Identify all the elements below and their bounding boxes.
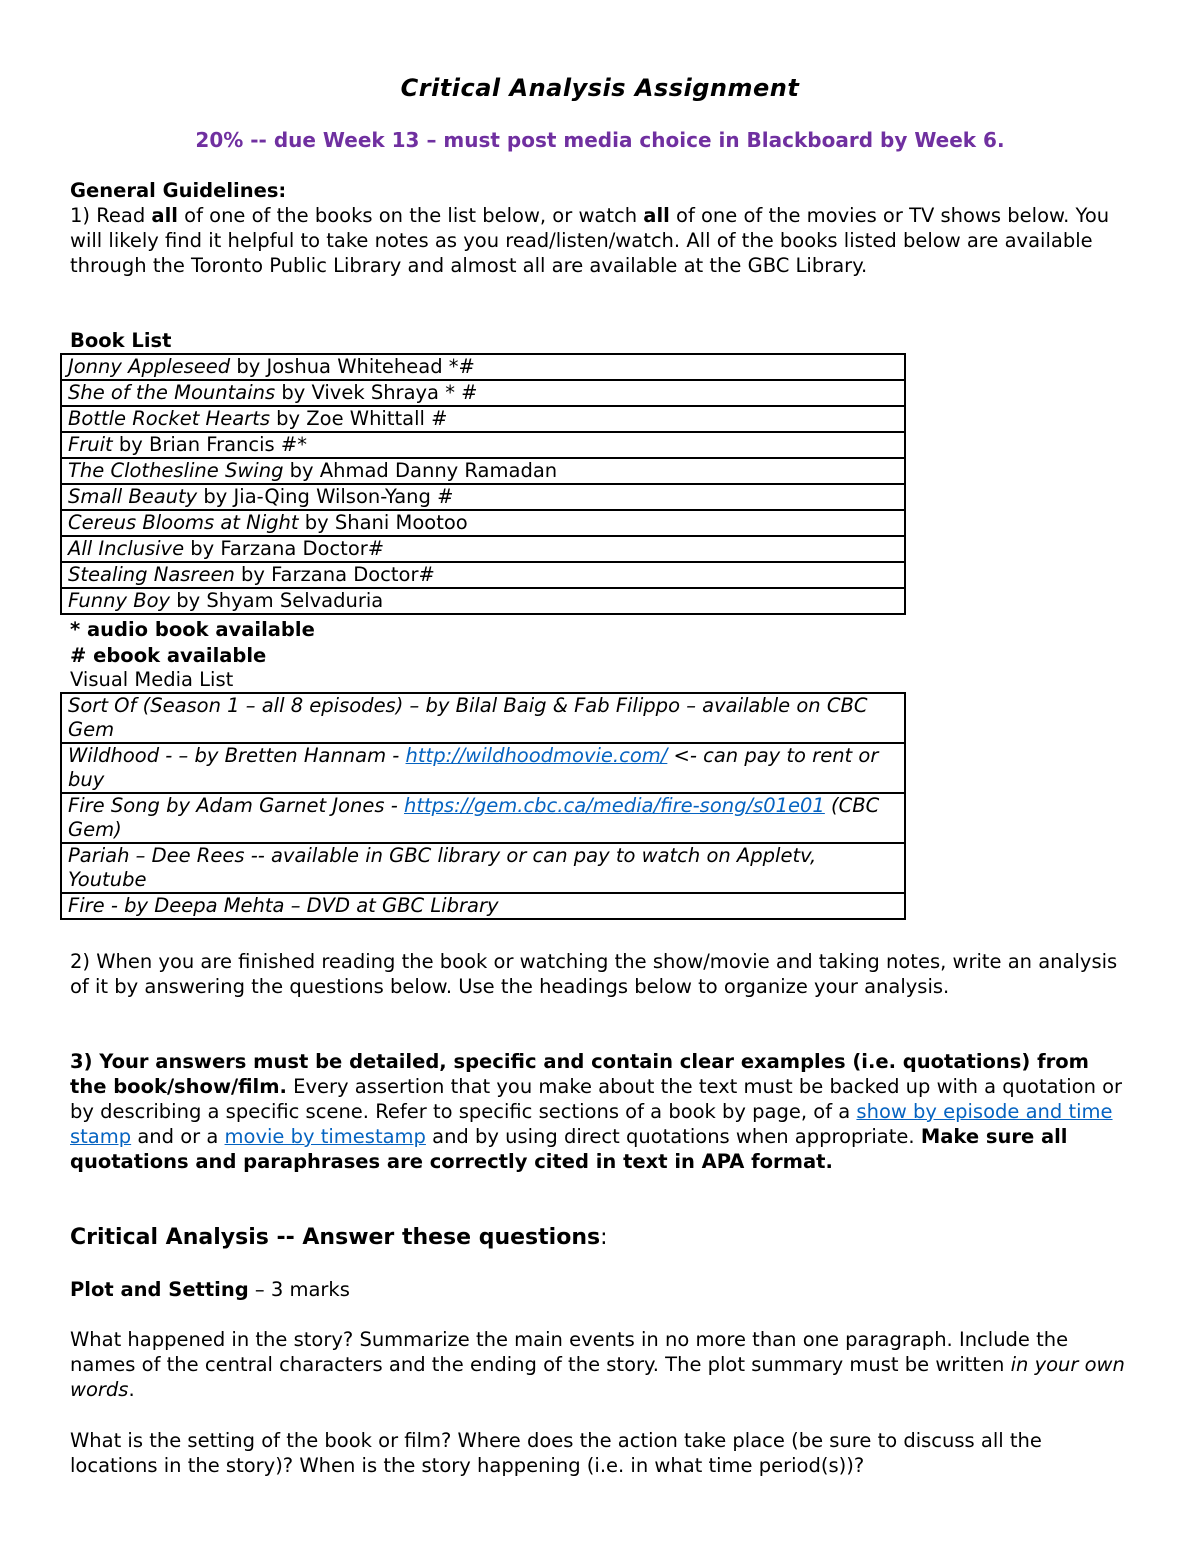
book-cell bbox=[61, 354, 905, 380]
book-author: by Zoe Whittall # bbox=[269, 407, 448, 430]
apa-requirement: Make sure all quotations and paraphrases are correctly cited in text in APA format. bbox=[70, 1125, 1068, 1173]
book-title: Small Beauty bbox=[68, 485, 198, 508]
book-author: by Shani Mootoo bbox=[298, 511, 468, 534]
plot-question-1 bbox=[70, 1327, 1130, 1402]
plot-question-2: What is the setting of the book or film? Where does the action take place (be sure to discuss all the locations in the story)? When is the story happening (i.e. in what time period(s))? bbox=[70, 1429, 1042, 1477]
guidelines-paragraph bbox=[70, 203, 1130, 278]
table-row bbox=[61, 484, 905, 510]
book-title: Stealing Nasreen bbox=[68, 563, 235, 586]
book-title: Funny Boy bbox=[68, 589, 171, 612]
plot-question-text: . bbox=[128, 1378, 135, 1401]
media-cell bbox=[61, 743, 905, 793]
table-row bbox=[61, 380, 905, 406]
book-author: by Brian Francis #* bbox=[112, 433, 307, 456]
book-author: by Joshua Whitehead *# bbox=[230, 355, 475, 378]
visual-media-heading: Visual Media List bbox=[70, 668, 234, 691]
book-cell bbox=[61, 484, 905, 510]
media-note: (CBC Gem) bbox=[68, 794, 880, 841]
guidelines-text: of one of the books on the list below, or watch bbox=[177, 204, 644, 227]
step-2-paragraph: 2) When you are finished reading the book or watching the show/movie and taking notes, write an analysis of it by answering the questions below. Use the headings below to organize your analysis. bbox=[70, 950, 1118, 998]
episode-timestamp-link[interactable]: show by episode and time stamp bbox=[70, 1100, 1113, 1148]
guidelines-text: of one of the movies or TV shows below. You will likely find it helpful to take notes as you read/listen/watch. All of the books listed below are available through the Toronto Public Library and almost all are available at the GBC Library. bbox=[70, 204, 1110, 277]
legend-ebook: # ebook available bbox=[70, 644, 267, 667]
table-row bbox=[61, 793, 905, 843]
step-3-text: and by using direct quotations when appropriate. bbox=[425, 1125, 921, 1148]
general-guidelines bbox=[70, 178, 1130, 278]
book-cell bbox=[61, 536, 905, 562]
media-description: Fire Song by Adam Garnet Jones - bbox=[68, 794, 404, 817]
book-author: by Vivek Shraya * # bbox=[275, 381, 478, 404]
book-author: by Farzana Doctor# bbox=[234, 563, 435, 586]
step-3-text: and or a bbox=[131, 1125, 225, 1148]
book-cell bbox=[61, 458, 905, 484]
table-row bbox=[61, 432, 905, 458]
media-cell bbox=[61, 843, 905, 893]
media-description: Pariah – Dee Rees -- available in GBC library or can pay to watch on Appletv, Youtube bbox=[68, 844, 817, 891]
plot-marks: – 3 marks bbox=[248, 1278, 350, 1301]
emphasis-all: all bbox=[151, 204, 178, 227]
step-3-text: Every assertion that you make about the text must be backed up with a quotation or by describing a specific scene. Refer to specific sections of a book by page, of a bbox=[70, 1075, 1123, 1123]
book-cell bbox=[61, 588, 905, 614]
table-row bbox=[61, 536, 905, 562]
table-row bbox=[61, 562, 905, 588]
fire-song-link[interactable]: https://gem.cbc.ca/media/fire-song/s01e01 bbox=[403, 794, 825, 817]
step-3-paragraph bbox=[70, 1049, 1130, 1174]
book-title: Cereus Blooms at Night bbox=[68, 511, 299, 534]
plot-question-text: What happened in the story? Summarize the main events in no more than one paragraph. Include the names of the central characters and the ending of the story. The plot summary must be written bbox=[70, 1328, 1069, 1376]
media-cell bbox=[61, 793, 905, 843]
critical-heading-text: Critical Analysis -- Answer these questions bbox=[70, 1225, 601, 1250]
movie-timestamp-link[interactable]: movie by timestamp bbox=[224, 1125, 426, 1148]
book-cell bbox=[61, 406, 905, 432]
book-author: by Jia-Qing Wilson-Yang # bbox=[197, 485, 454, 508]
book-title: Bottle Rocket Hearts bbox=[68, 407, 270, 430]
book-title: She of the Mountains bbox=[68, 381, 276, 404]
step-3-lead: 3) Your answers must be detailed, specific and contain clear examples (i.e. quotations) from the book/show/film. bbox=[70, 1050, 1089, 1098]
book-cell bbox=[61, 562, 905, 588]
book-author: by Shyam Selvaduria bbox=[170, 589, 384, 612]
table-row bbox=[61, 893, 905, 919]
emphasis-all: all bbox=[643, 204, 670, 227]
critical-analysis-heading bbox=[70, 1225, 608, 1250]
media-cell bbox=[61, 893, 905, 919]
guidelines-text: 1) Read bbox=[70, 204, 152, 227]
book-cell bbox=[61, 510, 905, 536]
plot-setting-heading bbox=[70, 1277, 1130, 1302]
table-row bbox=[61, 510, 905, 536]
media-note: <- can pay to rent or buy bbox=[68, 744, 879, 791]
plot-heading-text: Plot and Setting bbox=[70, 1278, 249, 1301]
page-title: Critical Analysis Assignment bbox=[400, 74, 800, 102]
book-author: by Farzana Doctor# bbox=[184, 537, 385, 560]
table-row bbox=[61, 588, 905, 614]
visual-media-table bbox=[60, 692, 906, 920]
book-title: Fruit bbox=[68, 433, 113, 456]
book-title: The Clothesline Swing bbox=[68, 459, 284, 482]
table-row bbox=[61, 693, 905, 743]
plot-emphasis: in your own words bbox=[70, 1353, 1125, 1401]
table-row bbox=[61, 406, 905, 432]
wildhood-link[interactable]: http://wildhoodmovie.com/ bbox=[405, 744, 668, 767]
table-row bbox=[61, 843, 905, 893]
heading-colon: : bbox=[600, 1225, 608, 1250]
table-row bbox=[61, 458, 905, 484]
book-cell bbox=[61, 380, 905, 406]
media-description: Sort Of (Season 1 – all 8 episodes) – by Bilal Baig & Fab Filippo – available on CBC Gem bbox=[68, 694, 868, 741]
table-row bbox=[61, 354, 905, 380]
book-title: Jonny Appleseed bbox=[68, 355, 231, 378]
book-list-heading: Book List bbox=[70, 329, 172, 352]
media-description: Fire - by Deepa Mehta – DVD at GBC Library bbox=[68, 894, 499, 917]
table-row bbox=[61, 743, 905, 793]
legend-audio: * audio book available bbox=[70, 618, 315, 641]
guidelines-heading: General Guidelines: bbox=[70, 179, 287, 202]
due-date-subtitle: 20% -- due Week 13 – must post media choice in Blackboard by Week 6. bbox=[195, 128, 1005, 152]
book-cell bbox=[61, 432, 905, 458]
book-title: All Inclusive bbox=[68, 537, 185, 560]
book-list-table bbox=[60, 353, 906, 615]
media-description: Wildhood - – by Bretten Hannam - bbox=[68, 744, 406, 767]
book-author: by Ahmad Danny Ramadan bbox=[283, 459, 558, 482]
media-cell bbox=[61, 693, 905, 743]
